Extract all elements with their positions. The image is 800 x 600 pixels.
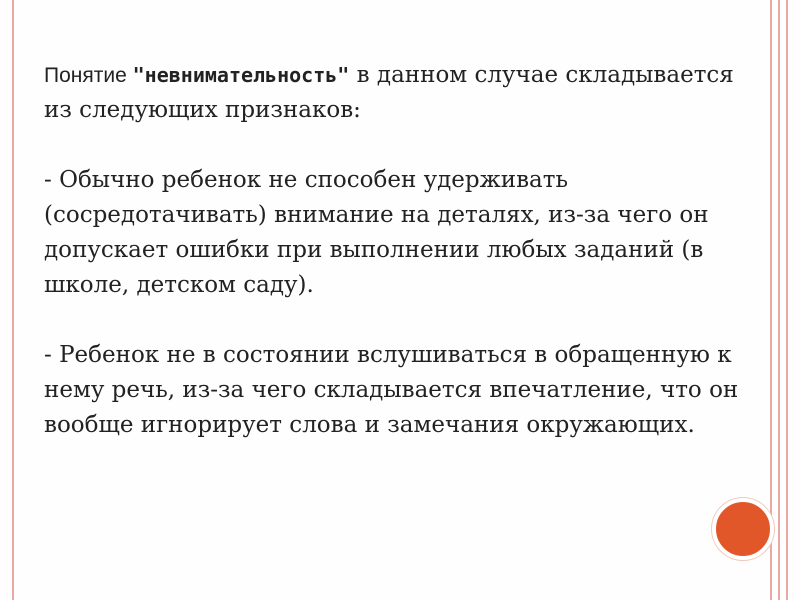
- decorative-circle-icon: [712, 498, 774, 560]
- point-1: - Обычно ребенок не способен удерживать (сосредотачивать) внимание на деталях, из-за чего он допускает ошибки при выполнении любых заданий (в школе, детском саду).: [44, 167, 709, 298]
- right-frame-line: [770, 0, 772, 600]
- left-frame-line: [12, 0, 14, 600]
- right-frame-line: [778, 0, 780, 600]
- paragraph-gap: [44, 303, 744, 338]
- slide-body: [44, 58, 744, 443]
- intro-rest: в данном случае складывается из следующих признаков:: [44, 62, 734, 123]
- intro-term: "невнимательность": [132, 63, 350, 87]
- paragraph-gap: [44, 128, 744, 163]
- intro-lead: Понятие: [44, 64, 133, 87]
- right-frame-line: [786, 0, 788, 600]
- point-2: - Ребенок не в состоянии вслушиваться в обращенную к нему речь, из-за чего складывается впечатление, что он вообще игнорирует слова и замечания окружающих.: [44, 342, 739, 438]
- intro-paragraph: [44, 58, 744, 128]
